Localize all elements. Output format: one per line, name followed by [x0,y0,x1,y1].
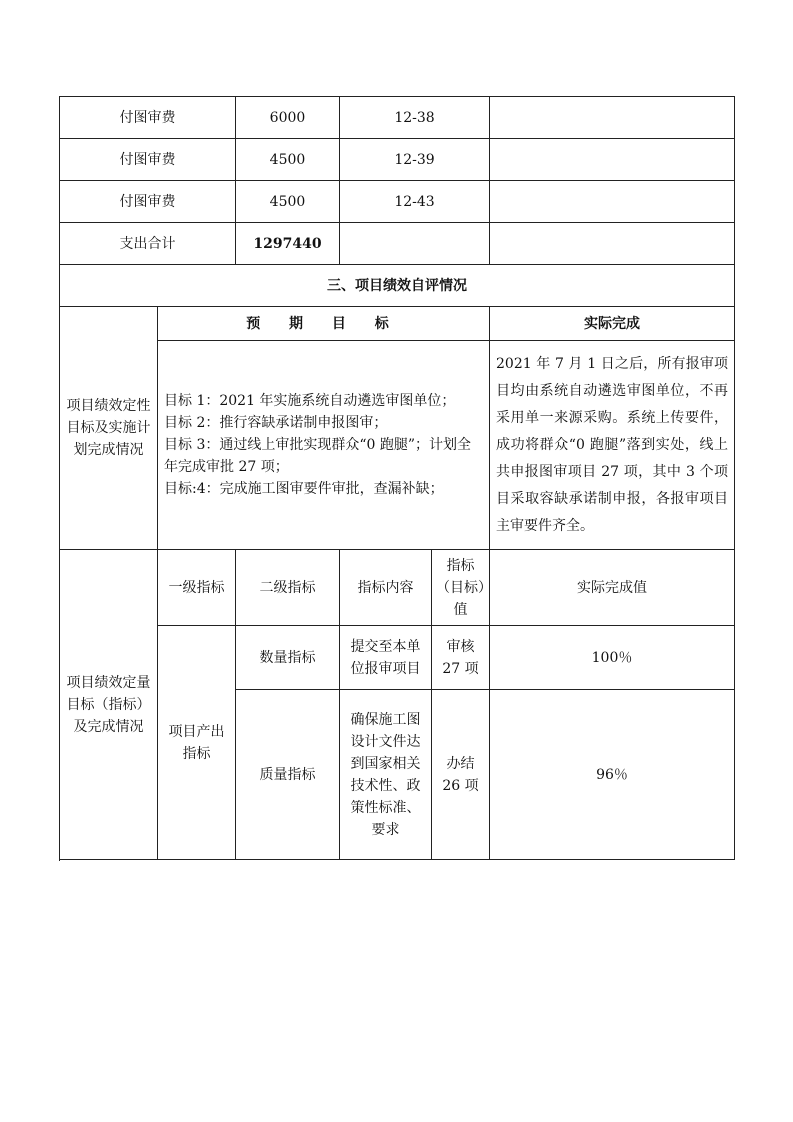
expense-note [490,97,735,139]
indicator-content: 确保施工图设计文件达到国家相关技术性、政策性标准、要求 [340,690,432,860]
level1-header: 一级指标 [158,550,236,626]
indicator-level2: 数量指标 [236,626,340,690]
actual-value-header: 实际完成值 [490,550,735,626]
performance-table [59,96,735,860]
total-empty-b [490,223,735,265]
level2-header: 二级指标 [236,550,340,626]
qualitative-header-row [60,307,735,341]
expense-voucher: 12-39 [340,139,490,181]
expense-note [490,181,735,223]
goal-item: 目标 1：2021 年实施系统自动遴选审图单位； [164,393,456,409]
expense-amount: 4500 [236,181,340,223]
section-title-row [60,265,735,307]
expected-goals-list [158,341,490,550]
expense-note [490,139,735,181]
actual-completion-text: 2021 年 7 月 1 日之后，所有报审项目均由系统自动遴选审图单位，不再采用单一来源采购。系统上传要件，成功将群众“0 跑腿”落到实处，线上共申报图审项目 27 项，其中 3 个项目采取容缺承诺制申报，各报审项目主审要件齐全。 [490,341,735,550]
expense-voucher: 12-38 [340,97,490,139]
expense-row [60,181,735,223]
total-amount: 1297440 [236,223,340,265]
indicator-actual: 100％ [490,626,735,690]
quantitative-label: 项目绩效定量目标（指标）及完成情况 [60,550,158,860]
goal-item: 目标 3：通过线上审批实现群众“0 跑腿”；计划全年完成审批 27 项； [164,437,472,475]
expense-item: 付图审费 [60,181,236,223]
expected-goals-header: 预 期 目 标 [158,307,490,341]
section-title: 三、项目绩效自评情况 [60,265,735,307]
indicator-actual: 96％ [490,690,735,860]
expense-row [60,139,735,181]
goal-item: 目标 2：推行容缺承诺制申报图审； [164,415,388,431]
total-label: 支出合计 [60,223,236,265]
content-header: 指标内容 [340,550,432,626]
expense-item: 付图审费 [60,139,236,181]
target-header: 指标（目标）值 [432,550,490,626]
expense-amount: 6000 [236,97,340,139]
qualitative-body-row [60,341,735,550]
indicator-level2: 质量指标 [236,690,340,860]
expense-voucher: 12-43 [340,181,490,223]
total-row [60,223,735,265]
indicator-content: 提交至本单位报审项目 [340,626,432,690]
expense-item: 付图审费 [60,97,236,139]
quantitative-header-row [60,550,735,626]
actual-completion-header: 实际完成 [490,307,735,341]
expense-amount: 4500 [236,139,340,181]
total-empty-a [340,223,490,265]
level1-value: 项目产出指标 [158,626,236,860]
indicator-target: 审核 27 项 [432,626,490,690]
indicator-row [60,626,735,690]
qualitative-label: 项目绩效定性目标及实施计划完成情况 [60,307,158,550]
expense-row [60,97,735,139]
goal-item: 目标:4：完成施工图审要件审批，查漏补缺； [164,481,444,497]
indicator-target: 办结 26 项 [432,690,490,860]
